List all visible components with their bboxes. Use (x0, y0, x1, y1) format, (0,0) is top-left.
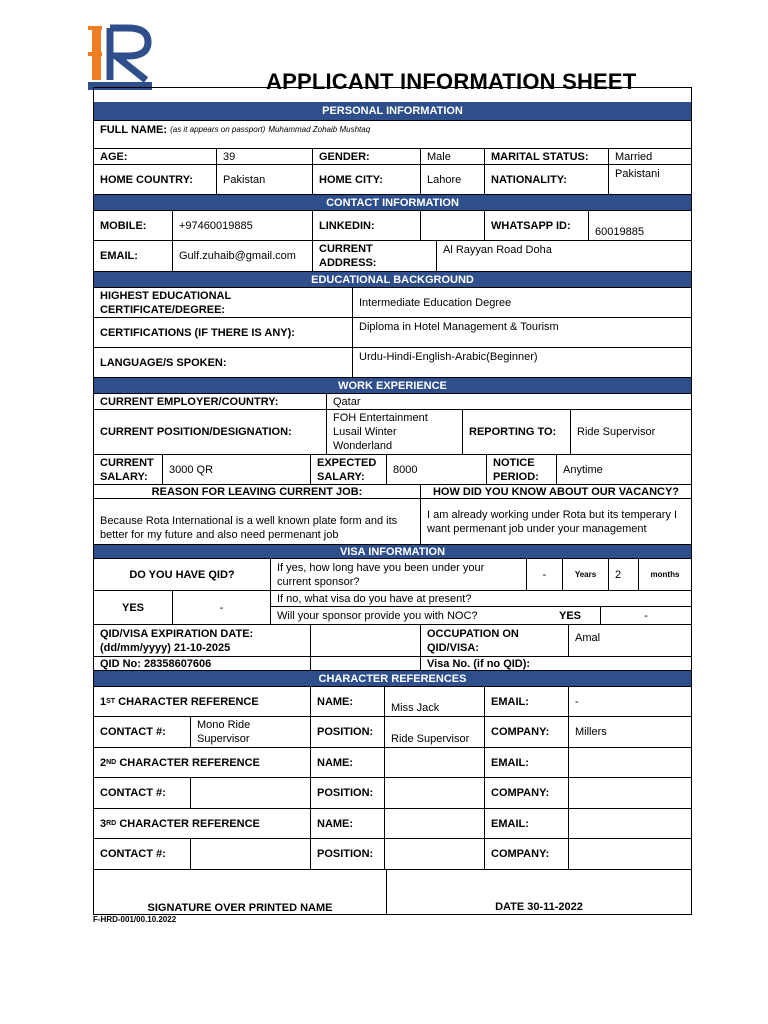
ref1-contact-value[interactable]: Mono Ride Supervisor (190, 717, 310, 747)
notice-label: NOTICE PERIOD: (486, 455, 556, 484)
full-name-cell[interactable] (94, 121, 691, 148)
ref1-company-value[interactable]: Millers (568, 717, 691, 747)
whatsapp-value[interactable]: 60019885 (588, 211, 691, 240)
full-name-label: FULL NAME: (100, 124, 168, 136)
ref1-name-value[interactable]: Miss Jack (384, 687, 484, 716)
visa-no-label: Visa No. (if no QID): (420, 657, 691, 670)
ref2-company-value[interactable] (568, 778, 691, 808)
section-education: EDUCATIONAL BACKGROUND (94, 271, 691, 287)
email-row (94, 240, 691, 271)
noc-answer[interactable]: YES (558, 609, 581, 622)
home-country-label: HOME COUNTRY: (100, 173, 193, 186)
ref2-contact-row (94, 777, 691, 808)
home-country-value[interactable]: Pakistan (216, 165, 312, 194)
ref3-contact-value[interactable] (190, 839, 310, 869)
reason-header-row (94, 484, 691, 498)
occupation-label: OCCUPATION ON QID/VISA: (420, 625, 568, 656)
gender-value[interactable]: Male (420, 149, 484, 164)
ref2-company-label: COMPANY: (484, 778, 568, 808)
marital-label: MARITAL STATUS: (484, 149, 608, 164)
full-name-note: (as it appears on passport) (170, 125, 266, 134)
noc-question: Will your sponsor provide you with NOC? (270, 607, 540, 624)
section-contact: CONTACT INFORMATION (94, 194, 691, 210)
email-value[interactable]: Gulf.zuhaib@gmail.com (172, 241, 312, 271)
address-label: CURRENT ADDRESS: (312, 241, 436, 271)
ref1-contact-row (94, 716, 691, 747)
section-work: WORK EXPERIENCE (94, 377, 691, 393)
ref1-company-label: COMPANY: (484, 717, 568, 747)
gender-label: GENDER: (312, 149, 420, 164)
cert-row (94, 317, 691, 347)
degree-label: HIGHEST EDUCATIONAL CERTIFICATE/DEGREE: (100, 289, 231, 316)
qid-dash[interactable]: - (172, 591, 270, 624)
age-row (94, 148, 691, 164)
position-row (94, 409, 691, 454)
ref1-name-label: NAME: (310, 687, 384, 716)
ref3-email-label: EMAIL: (484, 809, 568, 838)
qid-no-row (94, 656, 691, 670)
expected-label: EXPECTED SALARY: (310, 455, 386, 484)
lang-value[interactable]: Urdu-Hindi-English-Arabic(Beginner) (352, 348, 691, 377)
what-visa-question: If no, what visa do you have at present? (270, 591, 691, 607)
salary-value[interactable]: 3000 QR (162, 455, 310, 484)
date-label[interactable]: DATE 30-11-2022 (386, 870, 691, 915)
ref2-email-label: EMAIL: (484, 748, 568, 777)
cert-label: CERTIFICATIONS (IF THERE IS ANY): (100, 326, 295, 339)
reporting-label: REPORTING TO: (462, 410, 570, 454)
email-label: EMAIL: (100, 250, 138, 262)
mobile-row (94, 210, 691, 240)
employer-label: CURRENT EMPLOYER/COUNTRY: (100, 395, 279, 408)
age-value[interactable]: 39 (216, 149, 312, 164)
section-references: CHARACTER REFERENCES (94, 670, 691, 686)
lang-label: LANGUAGE/S SPOKEN: (100, 356, 227, 369)
signature-label[interactable]: SIGNATURE OVER PRINTED NAME (147, 902, 333, 914)
full-name-value: Muhammad Zohaib Mushtaq (268, 125, 371, 134)
how-long-dash[interactable]: - (526, 559, 562, 590)
ref2-name-label: NAME: (310, 748, 384, 777)
ref2-contact-value[interactable] (190, 778, 310, 808)
ref1-contact-label: CONTACT #: (100, 726, 166, 738)
page-title: APPLICANT INFORMATION SHEET (266, 69, 637, 94)
ref2-contact-label: CONTACT #: (100, 787, 166, 799)
mobile-value[interactable]: +97460019885 (172, 211, 312, 240)
how-long-question: If yes, how long have you been under your current sponsor? (270, 559, 526, 590)
ref1-email-value[interactable]: - (568, 687, 691, 716)
home-row (94, 164, 691, 194)
position-value[interactable]: FOH Entertainment Lusail Winter Wonderland (326, 410, 462, 454)
qid-answer[interactable]: YES (121, 601, 144, 614)
section-visa: VISA INFORMATION (94, 544, 691, 558)
ref3-company-label: COMPANY: (484, 839, 568, 869)
salary-label: CURRENT SALARY: (100, 456, 154, 483)
age-label: AGE: (100, 150, 128, 163)
ref3-contact-label: CONTACT #: (100, 848, 166, 860)
degree-value[interactable]: Intermediate Education Degree (352, 288, 691, 317)
marital-value[interactable]: Married (608, 149, 691, 164)
signature-row (94, 869, 691, 914)
whatsapp-label: WHATSAPP ID: (484, 211, 588, 240)
nationality-value[interactable]: Pakistani (608, 165, 691, 194)
ref3-name-label: NAME: (310, 809, 384, 838)
expected-value[interactable]: 8000 (386, 455, 486, 484)
reason-label: REASON FOR LEAVING CURRENT JOB: (151, 485, 363, 498)
degree-row (94, 287, 691, 317)
position-label: CURRENT POSITION/DESIGNATION: (100, 426, 292, 438)
ref3-label: 3 RD CHARACTER REFERENCE (100, 817, 260, 830)
ref1-label: 1 ST CHARACTER REFERENCE (100, 695, 259, 708)
ref3-position-value[interactable] (384, 839, 484, 869)
how-value[interactable]: I am already working under Rota but its temperary I want permenant job under your management (420, 499, 691, 544)
ref1-position-label: POSITION: (310, 717, 384, 747)
section-personal: PERSONAL INFORMATION (94, 102, 691, 120)
occupation-value[interactable]: Amal (568, 625, 691, 656)
reason-value[interactable]: Because Rota International is a well known plate form and its better for my future and also need permenant job (100, 515, 398, 541)
how-label: HOW DID YOU KNOW ABOUT OUR VACANCY? (420, 485, 691, 498)
expiry-extra[interactable] (310, 625, 420, 656)
ref1-row (94, 686, 691, 716)
lang-row (94, 347, 691, 377)
salary-row (94, 454, 691, 484)
ref3-name-value[interactable] (384, 809, 484, 838)
cert-value[interactable]: Diploma in Hotel Management & Tourism (352, 318, 691, 347)
applicant-form (93, 87, 692, 915)
ref3-position-label: POSITION: (310, 839, 384, 869)
ref2-row (94, 747, 691, 777)
qid-no-label: QID No: 28358607606 (100, 657, 212, 670)
employer-value[interactable]: Qatar (326, 394, 691, 409)
qid-row (94, 558, 691, 590)
ref2-email-value[interactable] (568, 748, 691, 777)
ref2-position-label: POSITION: (310, 778, 384, 808)
qid-no-extra[interactable] (310, 657, 420, 670)
expiry-row (94, 624, 691, 656)
ref1-email-label: EMAIL: (484, 687, 568, 716)
home-city-value[interactable]: Lahore (420, 165, 484, 194)
ref2-label: 2 ND CHARACTER REFERENCE (100, 756, 260, 769)
years-label: Years (562, 559, 608, 590)
expiry-label: QID/VISA EXPIRATION DATE: (dd/mm/yyyy) 21-10-2025 (100, 627, 254, 654)
form-code: F-HRD-001/00.10.2022 (93, 915, 177, 924)
home-city-label: HOME CITY: (312, 165, 420, 194)
qid-question: DO YOU HAVE QID? (129, 568, 235, 581)
mobile-label: MOBILE: (100, 219, 147, 232)
full-name-row (94, 120, 691, 148)
nationality-label: NATIONALITY: (484, 165, 608, 194)
rota-logo (88, 24, 158, 90)
ref3-row (94, 808, 691, 838)
ref3-email-value[interactable] (568, 809, 691, 838)
linkedin-value[interactable] (420, 211, 484, 240)
noc-row (270, 606, 691, 624)
ref3-contact-row (94, 838, 691, 869)
employer-row (94, 393, 691, 409)
ref2-position-value[interactable] (384, 778, 484, 808)
address-value[interactable]: Al Rayyan Road Doha (436, 241, 691, 271)
ref1-position-value[interactable]: Ride Supervisor (384, 717, 484, 747)
reporting-value[interactable]: Ride Supervisor (570, 410, 691, 454)
noc-dash[interactable]: - (600, 607, 691, 624)
linkedin-label: LINKEDIN: (312, 211, 420, 240)
ref3-company-value[interactable] (568, 839, 691, 869)
reason-row (94, 498, 691, 544)
months-value[interactable]: 2 (608, 559, 638, 590)
ref2-name-value[interactable] (384, 748, 484, 777)
notice-value[interactable]: Anytime (556, 455, 691, 484)
months-label: months (638, 559, 691, 590)
